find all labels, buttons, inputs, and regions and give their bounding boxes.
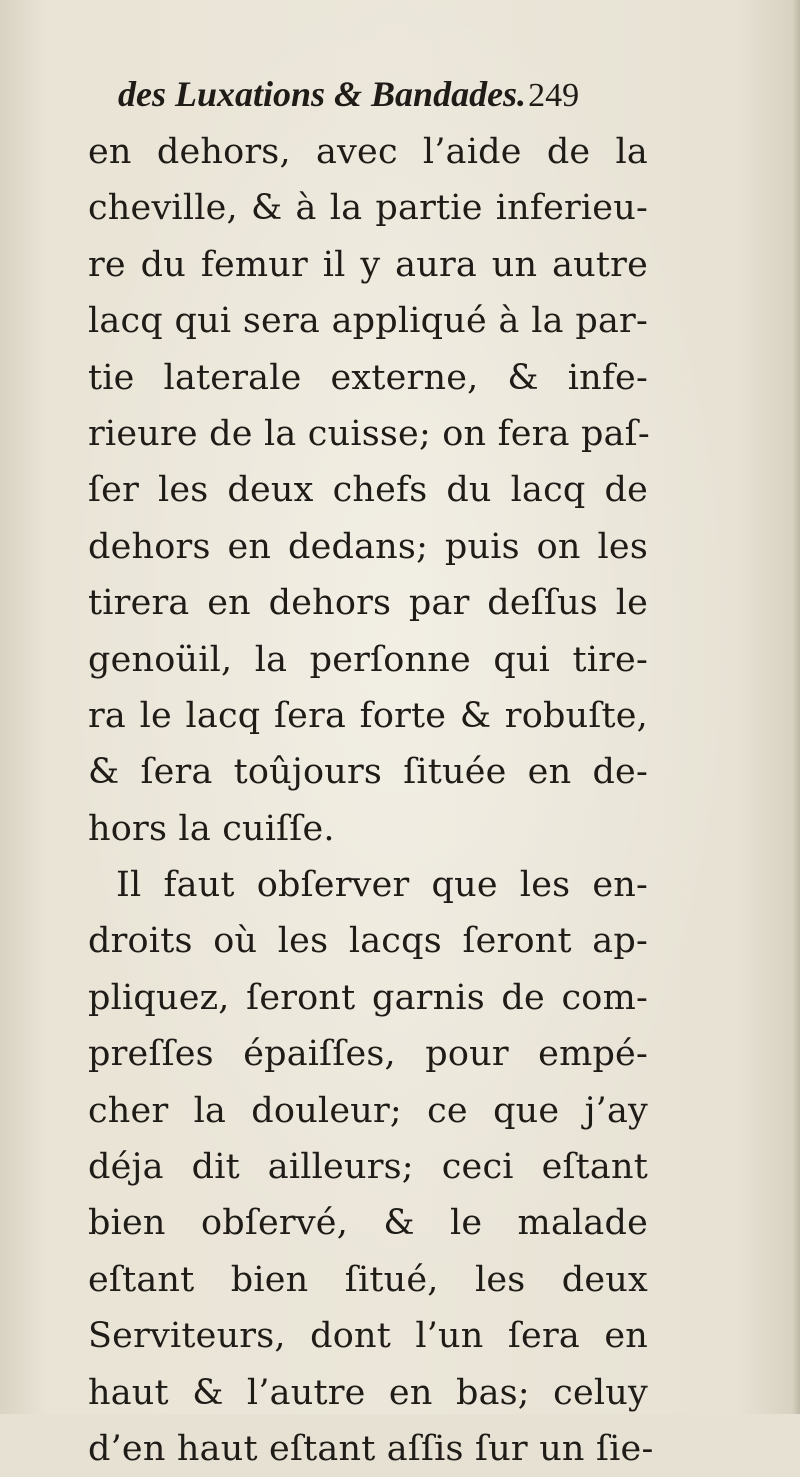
text-line: genoüil, la perſonne qui tire- — [88, 639, 648, 680]
text-line: d’en haut eſtant aſſis ſur un ſie- — [88, 1428, 654, 1469]
text-line: tie laterale externe, & infe- — [88, 357, 648, 398]
text-line: preſſes épaiſſes, pour empé- — [88, 1034, 648, 1075]
paragraph-end-line: hors la cuiſſe. — [88, 808, 335, 849]
text-line: & ſera toûjours ſituée en de- — [88, 752, 648, 793]
text-line: eſtant bien ſitué, les deux — [88, 1259, 648, 1300]
text-line: re du femur il y aura un autre — [88, 244, 648, 285]
text-line: Serviteurs, dont l’un ſera en — [88, 1316, 648, 1357]
running-header — [118, 68, 678, 120]
text-line: rieure de la cuisse; on fera paſ- — [88, 413, 650, 454]
text-line: haut & l’autre en bas; celuy — [88, 1372, 648, 1413]
page-number: 249 — [528, 77, 580, 114]
page-edge-shadow — [792, 0, 800, 1414]
text-line: dehors en dedans; puis on les — [88, 526, 648, 567]
text-line: lacq qui sera appliqué à la par- — [88, 301, 648, 342]
text-line: ra le lacq ſera forte & robuſte, — [88, 695, 648, 736]
text-line: bien obſervé, & le malade — [88, 1203, 648, 1244]
paragraph-start-line: Il faut obſerver que les en- — [116, 865, 648, 906]
body-text — [88, 124, 654, 1477]
text-line: ſer les deux chefs du lacq de — [88, 470, 648, 511]
text-line: cheville, & à la partie inferieu- — [88, 188, 648, 229]
text-line: droits où les lacqs ſeront ap- — [88, 921, 648, 962]
running-title: des Luxations & Bandades. — [118, 74, 527, 114]
text-line: déja dit ailleurs; ceci eſtant — [88, 1147, 648, 1188]
text-line: pliquez, ſeront garnis de com- — [88, 977, 648, 1018]
text-line: en dehors, avec l’aide de la — [88, 132, 648, 172]
text-line: cher la douleur; ce que j’ay — [88, 1090, 648, 1131]
text-line: tirera en dehors par deſſus le — [88, 583, 648, 624]
